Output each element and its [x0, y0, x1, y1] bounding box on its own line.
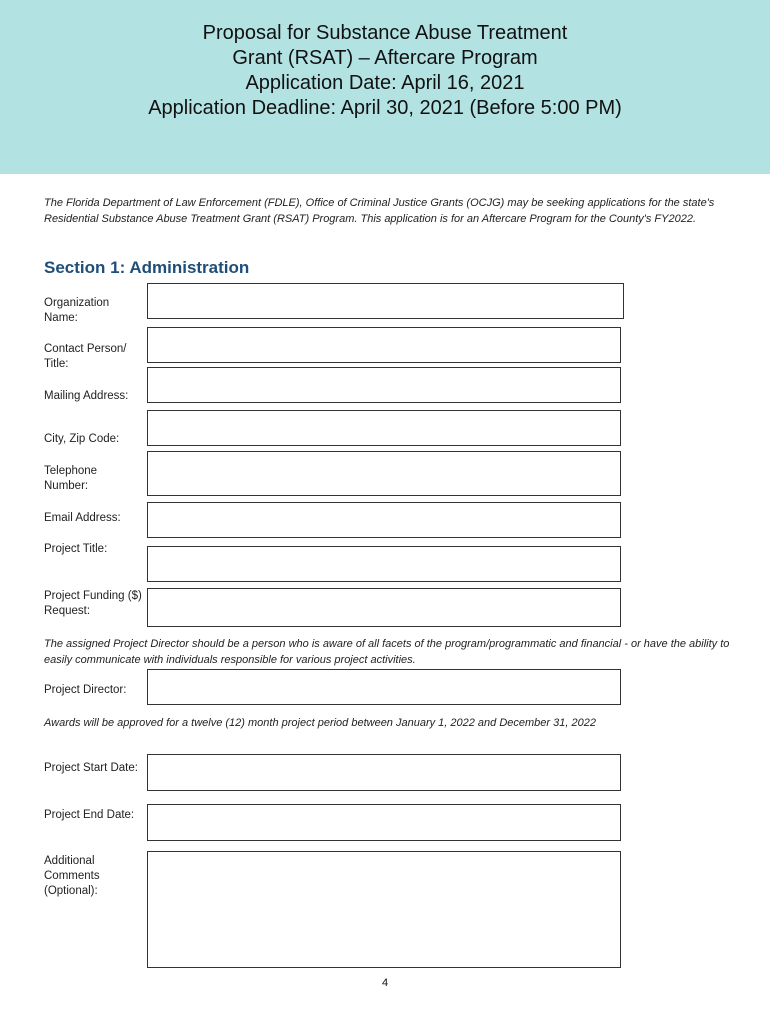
contact-person-input[interactable] — [147, 327, 621, 363]
project-funding-input[interactable] — [147, 588, 621, 627]
label-project-funding: Project Funding ($) Request: — [44, 590, 142, 617]
label-additional-comments: Additional Comments (Optional): — [44, 855, 100, 897]
label-project-end: Project End Date: — [44, 809, 135, 821]
label-contact-person: Contact Person/ Title: — [44, 343, 127, 370]
telephone-input[interactable] — [147, 451, 621, 496]
title-line-1: Proposal for Substance Abuse Treatment — [202, 22, 568, 44]
awards-note: Awards will be approved for a twelve (12) month project period between January 1, 2022 and December 31, 2022 — [44, 717, 596, 729]
label-project-start: Project Start Date: — [44, 762, 138, 774]
label-email: Email Address: — [44, 512, 121, 524]
application-deadline: Application Deadline: April 30, 2021 (Before 5:00 PM) — [148, 97, 622, 119]
additional-comments-textarea[interactable] — [147, 851, 621, 968]
label-organization-name: Organization Name: — [44, 297, 110, 324]
organization-name-input[interactable] — [147, 283, 624, 319]
header-banner — [0, 0, 770, 174]
project-title-input[interactable] — [147, 546, 621, 582]
label-project-title: Project Title: — [44, 543, 108, 555]
project-start-input[interactable] — [147, 754, 621, 791]
director-note: The assigned Project Director should be a person who is aware of all facets of the program/programmatic and financial - or have the ability to easily communicate with individuals responsible for various project activities. — [44, 638, 730, 666]
intro-paragraph: The Florida Department of Law Enforcement (FDLE), Office of Criminal Justice Grants (OCJG) may be seeking applications for the state's Residential Substance Abuse Treatment Grant (RSAT) Program. This application is for an Aftercare Program for the County's FY2022. — [44, 197, 715, 225]
email-input[interactable] — [147, 502, 621, 538]
label-telephone: Telephone Number: — [44, 465, 98, 492]
label-city-zip: City, Zip Code: — [44, 433, 120, 445]
section-title: Section 1: Administration — [44, 258, 250, 277]
title-line-2: Grant (RSAT) – Aftercare Program — [232, 47, 538, 69]
label-project-director: Project Director: — [44, 684, 127, 696]
city-zip-input[interactable] — [147, 410, 621, 446]
project-director-input[interactable] — [147, 669, 621, 705]
mailing-address-input[interactable] — [147, 367, 621, 403]
application-date: Application Date: April 16, 2021 — [245, 72, 525, 94]
page-number: 4 — [381, 977, 389, 989]
label-mailing-address: Mailing Address: — [44, 390, 129, 402]
project-end-input[interactable] — [147, 804, 621, 841]
